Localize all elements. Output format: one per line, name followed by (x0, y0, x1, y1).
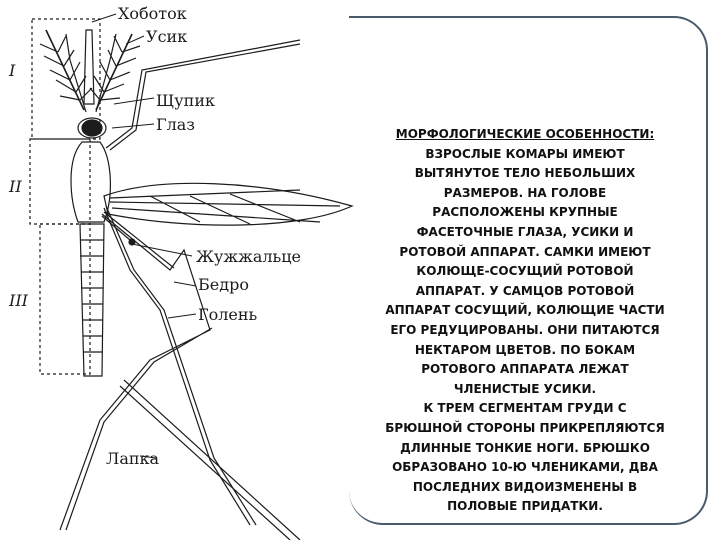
proboscis-shape (84, 30, 94, 104)
description-line: КОЛЮЩЕ-СОСУЩИЙ РОТОВОЙ (416, 264, 634, 279)
description-text (356, 125, 694, 517)
description-line: РАЗМЕРОВ. НА ГОЛОВЕ (443, 185, 607, 200)
label-antenna: Усик (146, 27, 188, 46)
description-line: ДЛИННЫЕ ТОНКИЕ НОГИ. БРЮШКО (400, 440, 650, 455)
description-line: РОТОВОГО АППАРАТА ЛЕЖАТ (421, 362, 629, 377)
section-label-2: II (9, 177, 22, 196)
description-line: ФАСЕТОЧНЫЕ ГЛАЗА, УСИКИ И (416, 224, 634, 239)
description-line: НЕКТАРОМ ЦВЕТОВ. ПО БОКАМ (414, 342, 636, 357)
palp-left (66, 34, 86, 112)
label-haltere: Жужжальце (196, 247, 301, 266)
label-femur: Бедро (198, 275, 249, 294)
label-tarsus: Лапка (106, 449, 160, 468)
label-palp: Щупик (156, 91, 215, 110)
section-label-3: III (9, 291, 28, 310)
description-line: ПОЛОВЫЕ ПРИДАТКИ. (447, 499, 603, 514)
section-label-1: I (9, 61, 16, 80)
abdomen-shape (80, 224, 104, 376)
description-line: ВЫТЯНУТОЕ ТЕЛО НЕБОЛЬШИХ (414, 166, 636, 181)
description-line: АППАРАТ СОСУЩИЙ, КОЛЮЩИЕ ЧАСТИ (385, 303, 665, 318)
description-line: АППАРАТ. У САМЦОВ РОТОВОЙ (415, 283, 635, 298)
description-line: ВЗРОСЛЫЕ КОМАРЫ ИМЕЮТ (425, 146, 625, 161)
description-line: ОБРАЗОВАНО 10-Ю ЧЛЕНИКАМИ, ДВА (392, 460, 658, 475)
description-line: РАСПОЛОЖЕНЫ КРУПНЫЕ (432, 205, 618, 220)
wing-shape (104, 183, 352, 225)
description-line: К ТРЕМ СЕГМЕНТАМ ГРУДИ С (423, 401, 627, 416)
description-line: ЧЛЕНИСТЫЕ УСИКИ. (453, 381, 597, 396)
antenna-right (90, 34, 140, 110)
rear-leg (60, 212, 212, 530)
section-bracket-thorax (30, 139, 90, 224)
description-line: РОТОВОЙ АППАРАТ. САМКИ ИМЕЮТ (399, 244, 651, 259)
description-line: БРЮШНОЙ СТОРОНЫ ПРИКРЕПЛЯЮТСЯ (385, 420, 665, 435)
eye-shape (82, 120, 102, 136)
label-eye: Глаз (156, 115, 196, 134)
description-line: ПОСЛЕДНИХ ВИДОИЗМЕНЕНЫ В (412, 479, 638, 494)
description-heading: МОРФОЛОГИЧЕСКИЕ ОСОБЕННОСТИ: (395, 127, 655, 141)
label-tibia: Голень (198, 305, 258, 324)
label-proboscis: Хоботок (118, 4, 187, 23)
description-line: ЕГО РЕДУЦИРОВАНЫ. ОНИ ПИТАЮТСЯ (390, 322, 660, 337)
